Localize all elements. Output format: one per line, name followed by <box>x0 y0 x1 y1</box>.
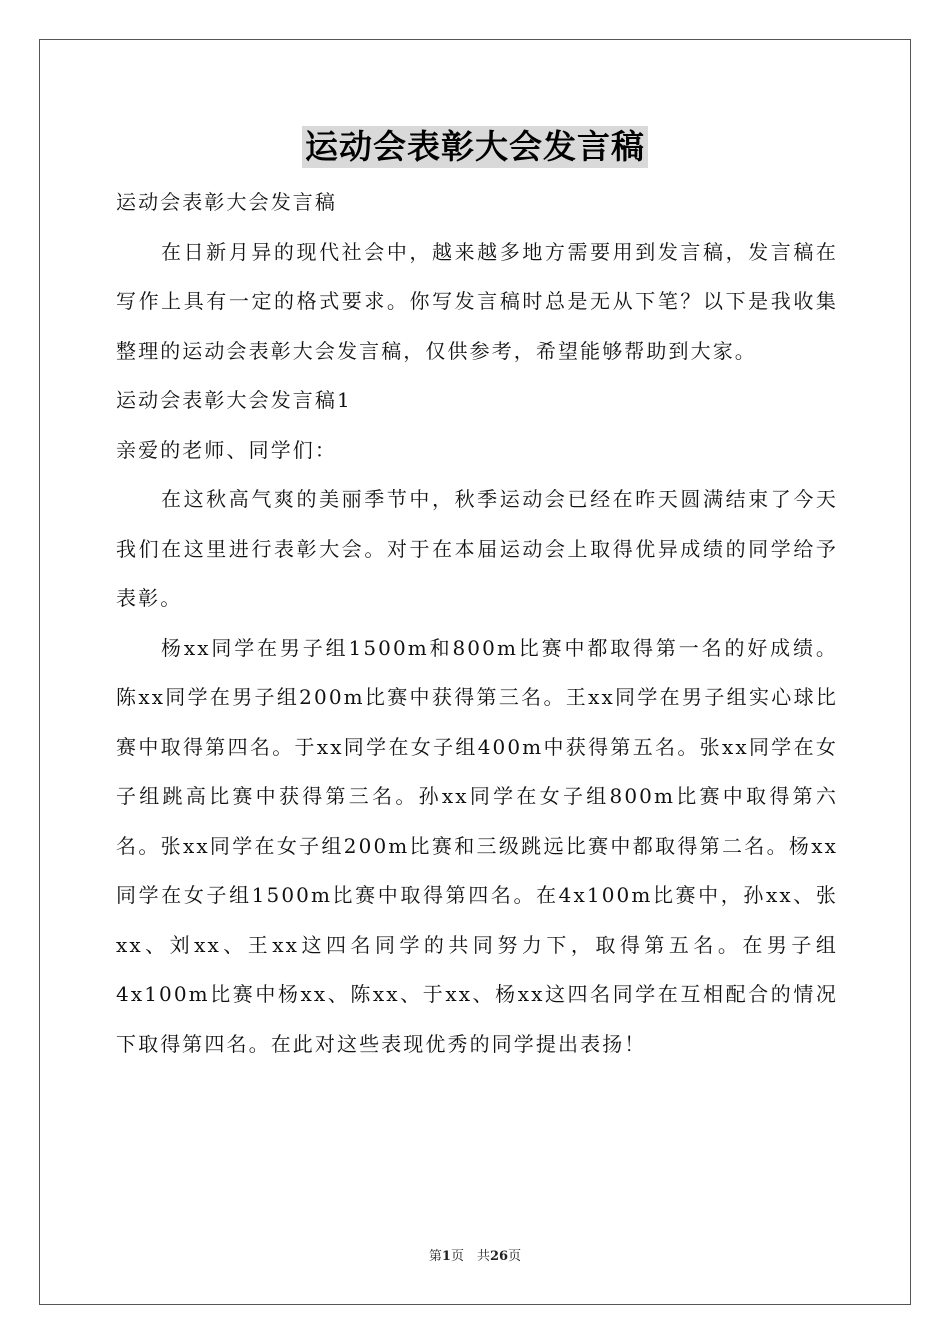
paragraph-2: 杨xx同学在男子组1500m和800m比赛中都取得第一名的好成绩。陈xx同学在男子组200m比赛中获得第三名。王xx同学在男子组实心球比赛中取得第四名。于xx同学在女子组400m中获得第五名。张xx同学在女子组跳高比赛中获得第三名。孙xx同学在女子组800m比赛中取得第六名。张xx同学在女子组200m比赛和三级跳远比赛中都取得第二名。杨xx同学在女子组1500m比赛中取得第四名。在4x100m比赛中，孙xx、张xx、刘xx、王xx这四名同学的共同努力下，取得第五名。在男子组4x100m比赛中杨xx、陈xx、于xx、杨xx这四名同学在互相配合的情况下取得第四名。在此对这些表现优秀的同学提出表扬！ <box>116 635 838 1056</box>
paragraph-1: 在这秋高气爽的美丽季节中，秋季运动会已经在昨天圆满结束了今天我们在这里进行表彰大会。对于在本届运动会上取得优异成绩的同学给予表彰。 <box>116 487 838 610</box>
page-current: 1 <box>441 1249 451 1264</box>
page-total: 26 <box>489 1249 509 1264</box>
page-footer <box>0 1245 950 1264</box>
page-mid: 页 共 <box>450 1249 490 1264</box>
page-prefix: 第 <box>428 1249 442 1264</box>
title-container <box>0 126 950 168</box>
page-suffix: 页 <box>508 1249 522 1264</box>
document-subtitle: 运动会表彰大会发言稿 <box>116 190 337 214</box>
document-body <box>116 178 838 1069</box>
intro-paragraph: 在日新月异的现代社会中，越来越多地方需要用到发言稿，发言稿在写作上具有一定的格式要求。你写发言稿时总是无从下笔？以下是我收集整理的运动会表彰大会发言稿，仅供参考，希望能够帮助到大家。 <box>116 239 838 363</box>
greeting: 亲爱的老师、同学们： <box>116 437 337 462</box>
section-heading: 运动会表彰大会发言稿1 <box>116 388 352 412</box>
document-title: 运动会表彰大会发言稿 <box>302 126 648 168</box>
